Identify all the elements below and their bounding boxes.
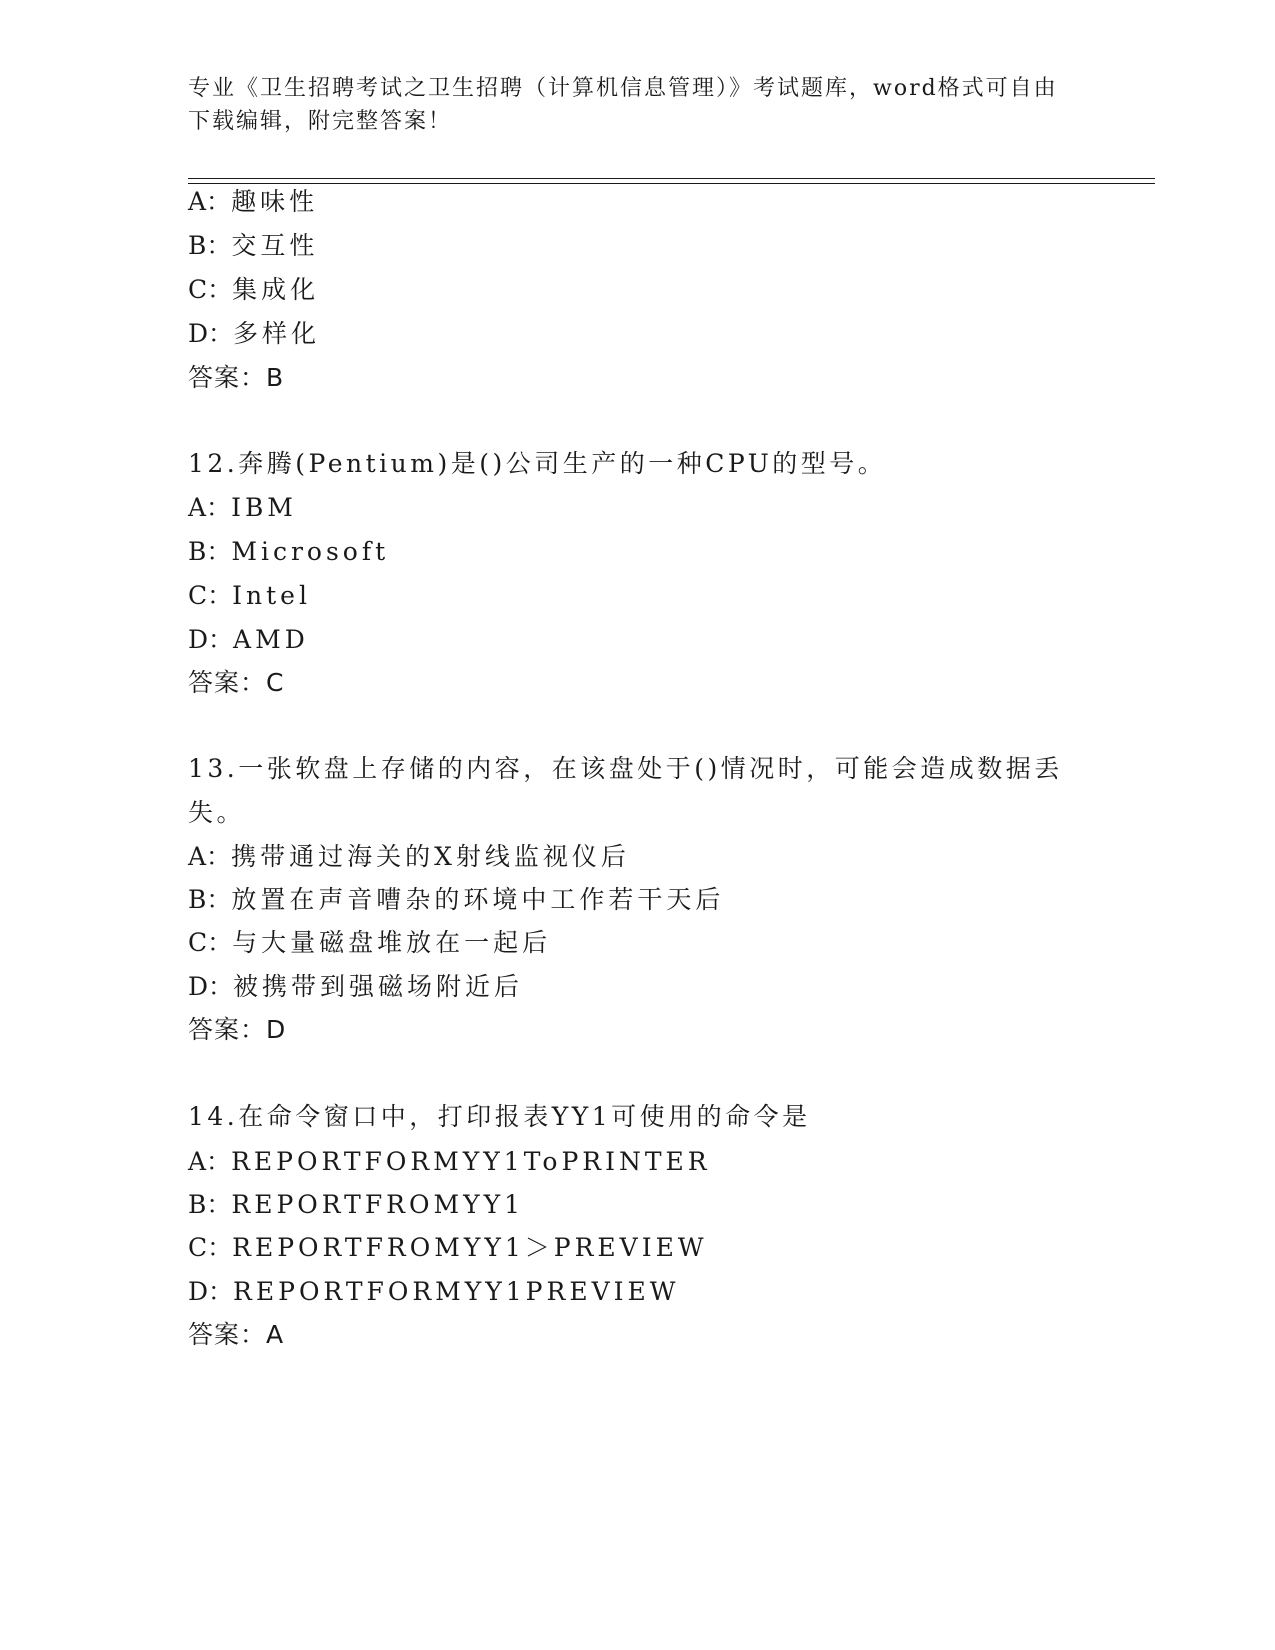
question-stem: 14.在命令窗口中，打印报表YY1可使用的命令是 [188, 1102, 811, 1131]
option-d: D：AMD [188, 625, 309, 654]
option-a: A：IBM [188, 493, 297, 522]
option-a: A：趣味性 [188, 187, 319, 216]
option-b: B：交互性 [188, 231, 319, 260]
option-b: B：REPORTFROMYY1 [188, 1190, 524, 1219]
option-c: C：Intel [188, 581, 311, 610]
option-d: D：多样化 [188, 319, 321, 348]
question-stem: 13.一张软盘上存储的内容，在该盘处于()情况时，可能会造成数据丢 [188, 754, 1063, 783]
question-stem-continued: 失。 [188, 798, 246, 827]
option-d: D：被携带到强磁场附近后 [188, 972, 524, 1001]
answer-line: 答案：A [188, 1320, 285, 1349]
option-b: B：Microsoft [188, 537, 390, 566]
answer-line: 答案：D [188, 1015, 287, 1044]
header-divider-bottom [188, 183, 1155, 184]
answer-line: 答案：B [188, 363, 285, 392]
question-stem: 12.奔腾(Pentium)是()公司生产的一种CPU的型号。 [188, 449, 887, 478]
option-c: C：REPORTFROMYY1＞PREVIEW [188, 1233, 708, 1262]
option-b: B：放置在声音嘈杂的环境中工作若干天后 [188, 885, 725, 914]
header-divider-top [188, 178, 1155, 179]
option-c: C：与大量磁盘堆放在一起后 [188, 928, 552, 957]
option-a: A：REPORTFORMYY1ToPRINTER [188, 1147, 711, 1176]
option-c: C：集成化 [188, 275, 320, 304]
option-a: A：携带通过海关的X射线监视仪后 [188, 842, 630, 871]
document-intro: 专业《卫生招聘考试之卫生招聘（计算机信息管理）》考试题库，word格式可自由下载编辑，附完整答案！ [188, 76, 1058, 134]
option-d: D：REPORTFORMYY1PREVIEW [188, 1277, 680, 1306]
answer-line: 答案：C [188, 668, 285, 697]
